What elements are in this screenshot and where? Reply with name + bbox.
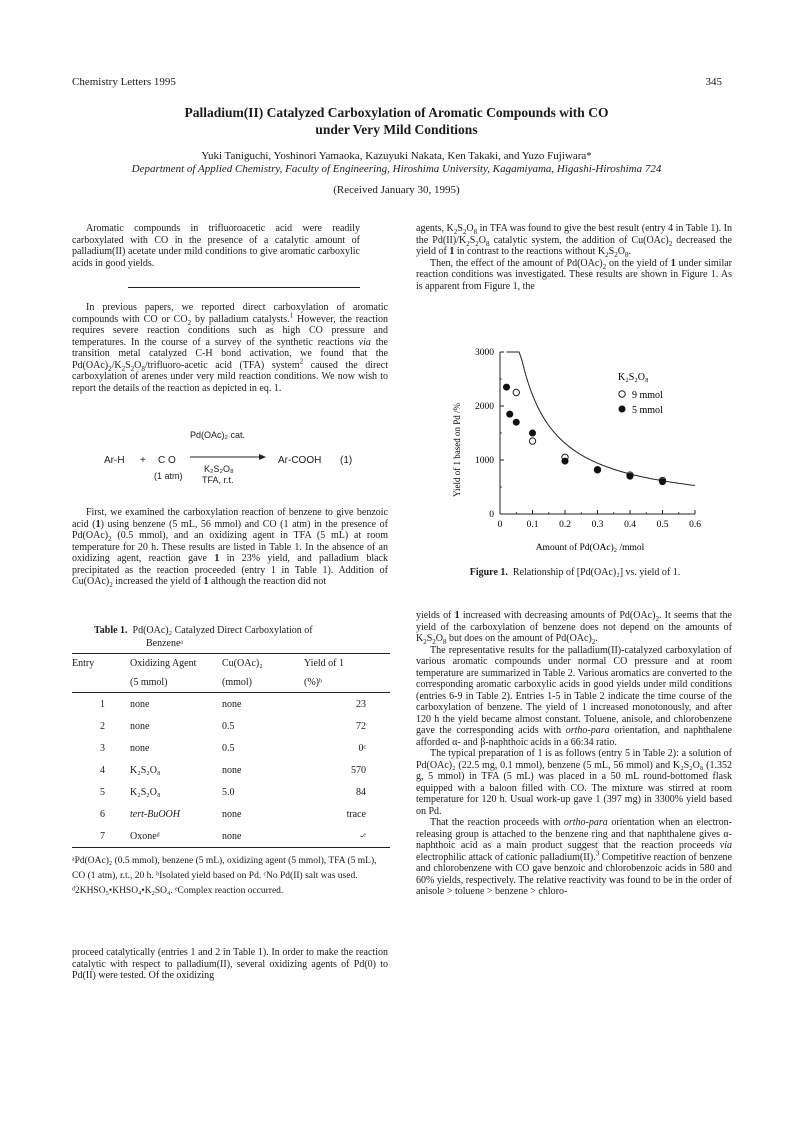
y-tick-label: 1000: [475, 456, 494, 466]
ref-2: 2: [299, 357, 304, 366]
right-top-text: agents, $K_2S_2O_8$ in TFA was found to give the best result (entry 4 in Table 1). In the $Pd(II)/K_2S_2O_8$ catalytic system, the addition of $Cu(OAc)_2$ decreased the yield of 1 in contrast to the reactions without $K_2S_2O_8$. Then, the effect of the amount of $Pd(OAc)_2$ on the yield of 1 under similar reaction conditions was investigated. These results are shown in Figure 1. As is apparent from Figure 1, the: [416, 223, 732, 292]
eq-catalyst: Pd(OAc)₂ cat.: [190, 430, 246, 440]
chart-ticks: [475, 348, 701, 530]
continuation-paragraph: proceed catalytically (entries 1 and 2 in Table 1). In order to make the reaction catalytic with respect to palladium(II), several oxidizing agents of Pd(0) to Pd(II) were tested. Of the oxidizing: [72, 947, 388, 981]
x-tick-label: 0.4: [624, 520, 636, 530]
eq-pressure: (1 atm): [154, 471, 183, 481]
data-point-filled: [503, 384, 510, 391]
table-unit: [72, 673, 130, 693]
table-unit: (mmol): [222, 673, 304, 693]
data-point-open: [513, 389, 519, 395]
page-number: 345: [705, 76, 722, 88]
legend-filled-marker: [619, 406, 626, 413]
eq-conditions: TFA, r.t.: [202, 475, 234, 485]
fit-curve: [507, 352, 696, 485]
equation-1: [72, 430, 392, 490]
right-bottom-text: yields of 1 increased with decreasing amounts of $Pd(OAc)_2$. It seems that the yield of the carboxylation of benzene does not depend on the amounts of $K_2S_2O_8$ but does on the amount of $Pd(OAc)_2$. The representative results for the palladium(II)-catalyzed carboxylation of various aromatic compounds under normal CO pressure and at room temperature are summarized in Table 2. Various aromatics are converted to the corresponding aromatic carboxylic acids in good yields under mild conditions (entries 6-9 in Table 2). Entries 1-5 in Table 2 indicate the time course of the carboxylation of benzene. The yield of 1 increased monotonously, and after 120 h the yield became almost constant. Toluene, anisole, and chlorobenzene gave the corresponding acids with ortho-para orientation, and naphthalene afforded α- and β-naphthoic acids in a 66:34 ratio. The typical preparation of 1 is as follows (entry 5 in Table 2): a solution of Pd(OAc)₂ (22.5 mg, 0.1 mmol), benzene (5 mL, 56 mmol) and K₂S₂O₈ (1.352 g, 5 mmol) in TFA (5 mL) was placed in a 50 mL round-bottomed flask equipped with a baloon filled with CO. The mixture was stirred at room temperature for 120 h. Usual work-up gave 1 (397 mg) in 3300% yield based on Pd. That the reaction proceeds with ortho-para orientation when an electron-releasing group is attached to the benzene ring and that naphthalene gives α-naphthoic acid as a main product suggest that the reaction proceeds via electrophilic attack of cationic palladium(II).$^3$ Competitive reaction of benzene and chlorobenzene with CO gave benzoic and chlorobenzoic acids in 580 and 60% yields, respectively. The relative reactivity was found to be in the order of anisole > toluene > benzene > chloro-: [416, 610, 733, 897]
table-row: 3 none 0.5 0ᶜ: [100, 742, 366, 754]
data-point-filled: [529, 430, 536, 437]
x-tick-label: 0: [497, 520, 503, 530]
results-paragraph: First, we examined the carboxylation reaction of benzene to give benzoic acid (1) using benzene (5 mL, 56 mmol) and CO (1 atm) in the presence of $Pd(OAc)_2$ (0.5 mmol), and an oxidizing agent in TFA (5 mL) at room temperature for 20 h. These results are listed in Table 1. In the absence of an oxidizing agent, reaction gave 1 in 23% yield, and palladium black precipitated as the reaction proceeded (entry 1 in Table 1). Addition of $Cu(OAc)_2$ increased the yield of 1 although the reaction did not: [72, 507, 388, 589]
article-title: [0, 104, 793, 138]
title-line-1: Palladium(II) Catalyzed Carboxylation of Aromatic Compounds with CO: [184, 105, 609, 120]
x-tick-label: 0.1: [526, 520, 539, 530]
table-header: Oxidizing Agent: [130, 654, 222, 674]
table-footnotes: ᵃPd(OAc)₂ (0.5 mmol), benzene (5 mL), oxidizing agent (5 mmol), TFA (5 mL), CO (1 atm), r.t., 20 h. ᵇIsolated yield based on Pd. ᶜNo Pd(II) salt was used. ᵈ2KHSO₅•KHSO₄•K₂SO₄. ᵉComplex reaction occurred.: [72, 856, 377, 896]
table-row: 1 none none 23: [100, 698, 366, 710]
table-row: 7 Oxoneᵈ none -ᵉ: [72, 825, 390, 848]
journal-header: Chemistry Letters 1995: [72, 76, 176, 88]
abstract: Aromatic compounds in trifluoroacetic acid were readily carboxylated with CO in the presence of a catalytic amount of palladium(II) acetate under mild conditions to give aromatic carboxylic acids in good yields.: [72, 223, 360, 269]
table-1: [72, 624, 390, 899]
chart-y-axis-label: Yield of 1 based on Pd /%: [452, 403, 462, 497]
table-unit: (%)ᵇ: [304, 673, 390, 693]
title-line-2: under Very Mild Conditions: [315, 122, 478, 137]
table-row: 5 K₂S₂O₈ 5.0 84: [100, 786, 366, 798]
table-row: 6 tert-BuOOH none trace: [100, 808, 366, 820]
x-tick-label: 0.2: [559, 520, 571, 530]
ref-1: 1: [289, 311, 294, 320]
eq-reactant: Ar-H: [104, 455, 125, 466]
figure-1-chart: [440, 342, 720, 557]
x-tick-label: 0.3: [591, 520, 604, 530]
intro-paragraph: In previous papers, we reported direct carboxylation of aromatic compounds with CO or $CO_2$ by palladium catalysts.$^1$ However, the reaction requires severe reaction conditions such as high CO pressure and temperatures. In the course of a survey of the synthetic reactions via the transition metal catalyzed C-H bond activation, we found that the $Pd(OAc)_2/K_2S_2O_8/trifluoro$-acetic acid (TFA) system$^2$ caused the direct carboxylation of arenes under very mild reaction conditions. We now wish to report the details of the reaction as depicted in eq. 1.: [72, 302, 389, 394]
y-tick-label: 2000: [475, 402, 494, 412]
x-tick-label: 0.5: [656, 520, 669, 530]
legend-filled-label: 5 mmol: [632, 405, 663, 416]
x-tick-label: 0.6: [689, 520, 701, 530]
eq-product: Ar-COOH: [278, 455, 322, 466]
table-header: Yield of 1: [304, 654, 390, 674]
eq-number: (1): [340, 455, 353, 466]
table-unit: (5 mmol): [130, 673, 222, 693]
legend-title: K₂S₂O₈: [618, 372, 649, 383]
data-point-filled: [659, 478, 666, 485]
data-point-open: [529, 438, 535, 444]
table-row: 4 K₂S₂O₈ none 570: [100, 764, 366, 776]
data-point-filled: [627, 473, 634, 480]
legend-open-marker: [619, 391, 625, 397]
table-header: Cu(OAc)₂: [222, 654, 304, 674]
legend-open-label: 9 mmol: [632, 390, 663, 401]
affiliation: Department of Applied Chemistry, Faculty of Engineering, Hiroshima University, Kagamiyama, Higashi-Hiroshima 724: [131, 163, 662, 175]
chart-x-axis-label: Amount of Pd(OAc)₂ /mmol: [535, 543, 645, 553]
figure-1: [440, 342, 720, 582]
received-date: (Received January 30, 1995): [333, 184, 460, 196]
table-row: 2 none 0.5 72: [100, 720, 366, 732]
y-tick-label: 3000: [475, 348, 494, 358]
figure-caption: Figure 1. Relationship of [Pd(OAc)₂] vs. yield of 1.: [469, 567, 681, 578]
table-grid: [72, 653, 390, 848]
chart-fit-curve: [507, 352, 696, 485]
eq-arrow: [190, 452, 266, 462]
data-point-filled: [513, 419, 520, 426]
data-point-filled: [594, 466, 601, 473]
table-caption: Table 1. Pd(OAc)₂ Catalyzed Direct Carboxylation of Benzeneᵃ: [94, 625, 313, 649]
table-header: Entry: [72, 654, 130, 674]
eq-plus: +: [140, 455, 146, 466]
eq-co: C O: [158, 455, 176, 466]
ref-3: 3: [595, 849, 600, 858]
data-point-filled: [506, 411, 513, 418]
eq-oxidant: K₂S₂O₈: [204, 464, 234, 474]
data-point-filled: [562, 458, 569, 465]
abstract-divider: [128, 287, 360, 288]
y-tick-label: 0: [489, 510, 494, 520]
authors: Yuki Taniguchi, Yoshinori Yamaoka, Kazuyuki Nakata, Ken Takaki, and Yuzo Fujiwara*: [201, 150, 592, 162]
